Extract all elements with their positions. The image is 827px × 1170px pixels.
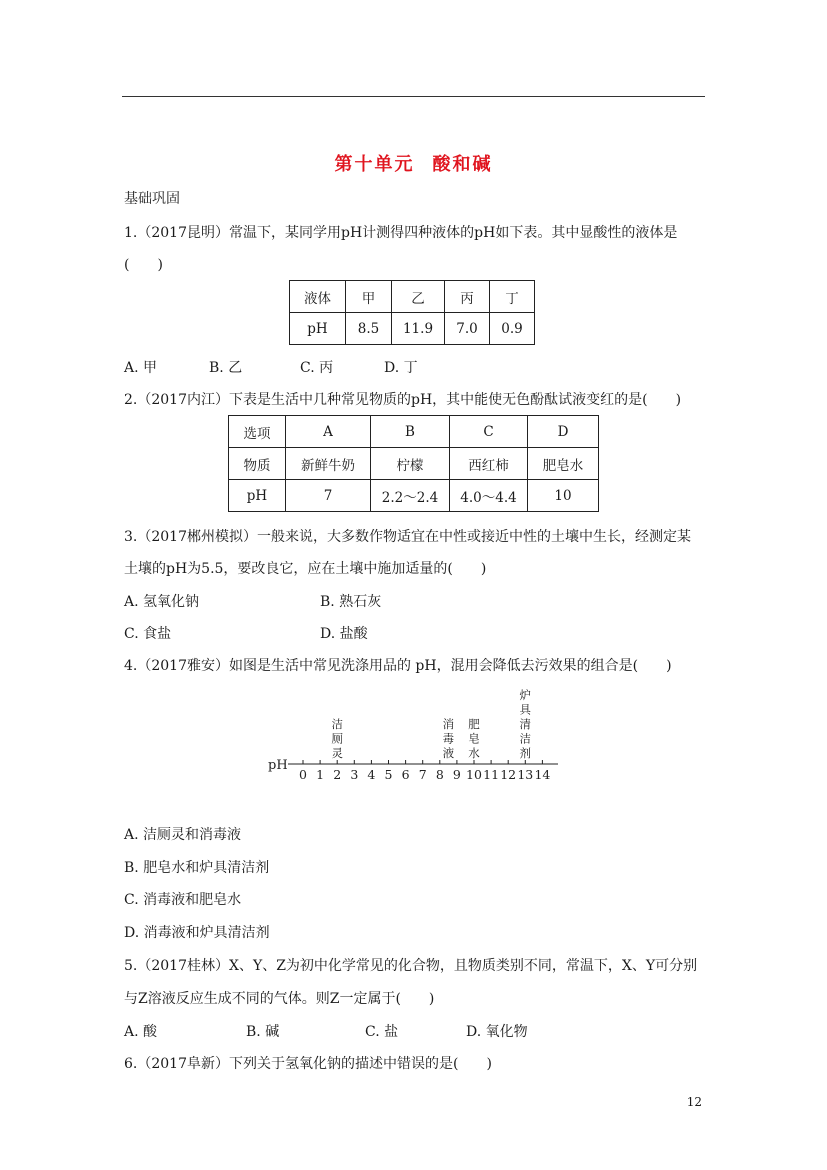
ph-tick-label: 12 <box>500 767 517 782</box>
table-cell: C <box>450 416 528 448</box>
q3-option-d[interactable]: D. 盐酸 <box>320 626 368 642</box>
table-cell: 乙 <box>392 281 445 313</box>
ph-axis-label: pH <box>268 758 288 773</box>
ph-tick-label: 14 <box>534 767 551 782</box>
ph-product-label: 消毒液 <box>442 717 455 760</box>
section-heading: 基础巩固 <box>124 191 180 207</box>
table-cell: 4.0～4.4 <box>450 480 528 512</box>
q4-option-d[interactable]: D. 消毒液和炉具清洁剂 <box>124 925 270 941</box>
q3-option-c[interactable]: C. 食盐 <box>124 626 172 642</box>
table-cell: 西红柿 <box>450 448 528 480</box>
q5-option-d[interactable]: D. 氧化物 <box>466 1024 528 1040</box>
table-cell: 丙 <box>445 281 490 313</box>
ph-tick-label: 10 <box>466 767 482 782</box>
q2-stem: 2.（2017内江）下表是生活中几种常见物质的pH，其中能使无色酚酞试液变红的是( ) <box>124 392 682 408</box>
ph-tick-label: 9 <box>452 767 461 782</box>
unit-title-topic: 酸和碱 <box>432 154 493 175</box>
table-cell: 肥皂水 <box>528 448 599 480</box>
q3-stem-line2: 土壤的pH为5.5，要改良它，应在土壤中施加适量的( ) <box>124 561 487 577</box>
table-cell: 0.9 <box>490 313 535 345</box>
ph-tick-label: 3 <box>350 767 359 782</box>
table-cell: B <box>371 416 450 448</box>
ph-tick-label: 0 <box>299 767 307 782</box>
ph-tick-label: 1 <box>316 767 325 782</box>
table-cell: 甲 <box>346 281 392 313</box>
table-cell: 物质 <box>229 448 286 480</box>
q1-option-d[interactable]: D. 丁 <box>384 360 418 376</box>
unit-title <box>0 150 827 176</box>
q5-option-a[interactable]: A. 酸 <box>124 1024 158 1040</box>
q4-option-b[interactable]: B. 肥皂水和炉具清洁剂 <box>124 860 270 876</box>
ph-tick-label: 4 <box>367 767 376 782</box>
page-number: 12 <box>686 1095 702 1109</box>
q3-option-a[interactable]: A. 氢氧化钠 <box>124 594 200 610</box>
table-row <box>229 448 599 480</box>
ph-product-labels <box>331 688 531 760</box>
q2-table <box>228 415 599 512</box>
unit-title-number: 第十单元 <box>334 154 415 175</box>
q1-option-b[interactable]: B. 乙 <box>209 360 243 376</box>
ph-ticks <box>299 760 550 782</box>
q1-option-a[interactable]: A. 甲 <box>124 360 158 376</box>
table-cell: 7 <box>286 480 371 512</box>
ph-product-label: 洁厕灵 <box>331 717 343 760</box>
table-row <box>229 416 599 448</box>
table-cell: 丁 <box>490 281 535 313</box>
ph-product-label: 肥皂水 <box>468 717 480 760</box>
table-row <box>290 281 535 313</box>
table-cell: 11.9 <box>392 313 445 345</box>
table-cell: D <box>528 416 599 448</box>
ph-tick-label: 6 <box>401 767 410 782</box>
table-cell: pH <box>290 313 346 345</box>
q1-stem: 1.（2017昆明）常温下，某同学用pH计测得四种液体的pH如下表。其中显酸性的液体是 <box>124 225 678 241</box>
table-cell: 选项 <box>229 416 286 448</box>
ph-scale-figure <box>260 680 570 788</box>
q1-option-c[interactable]: C. 丙 <box>300 360 334 376</box>
ph-tick-label: 5 <box>384 767 393 782</box>
ph-tick-label: 11 <box>483 767 500 782</box>
table-row <box>229 480 599 512</box>
table-cell: 10 <box>528 480 599 512</box>
q6-stem: 6.（2017阜新）下列关于氢氧化钠的描述中错误的是( ) <box>124 1056 492 1072</box>
ph-product-label: 炉具清洁剂 <box>519 688 532 760</box>
q3-stem-line1: 3.（2017郴州模拟）一般来说，大多数作物适宜在中性或接近中性的土壤中生长，经测定某 <box>124 529 691 545</box>
ph-tick-label: 13 <box>517 767 534 782</box>
table-cell: 2.2～2.4 <box>371 480 450 512</box>
table-cell: 8.5 <box>346 313 392 345</box>
table-cell: 7.0 <box>445 313 490 345</box>
table-cell: 液体 <box>290 281 346 313</box>
q5-option-b[interactable]: B. 碱 <box>246 1024 280 1040</box>
q5-option-c[interactable]: C. 盐 <box>365 1024 399 1040</box>
ph-tick-label: 2 <box>333 767 342 782</box>
table-cell: A <box>286 416 371 448</box>
q3-option-b[interactable]: B. 熟石灰 <box>320 594 382 610</box>
q5-stem-line2: 与Z溶液反应生成不同的气体。则Z一定属于( ) <box>124 991 435 1007</box>
table-row <box>290 313 535 345</box>
q4-option-c[interactable]: C. 消毒液和肥皂水 <box>124 892 242 908</box>
q4-stem: 4.（2017雅安）如图是生活中常见洗涤用品的 pH，混用会降低去污效果的组合是( ) <box>124 658 672 674</box>
table-cell: 柠檬 <box>371 448 450 480</box>
table-cell: pH <box>229 480 286 512</box>
table-cell: 新鲜牛奶 <box>286 448 371 480</box>
q1-answer-paren: ( ) <box>124 257 163 273</box>
q4-option-a[interactable]: A. 洁厕灵和消毒液 <box>124 827 242 843</box>
q5-stem-line1: 5.（2017桂林）X、Y、Z为初中化学常见的化合物，且物质类别不同，常温下，X、Y可分别 <box>124 958 698 974</box>
q1-table <box>289 280 535 345</box>
header-rule <box>122 96 705 97</box>
ph-tick-label: 7 <box>418 767 427 782</box>
ph-tick-label: 8 <box>435 767 444 782</box>
